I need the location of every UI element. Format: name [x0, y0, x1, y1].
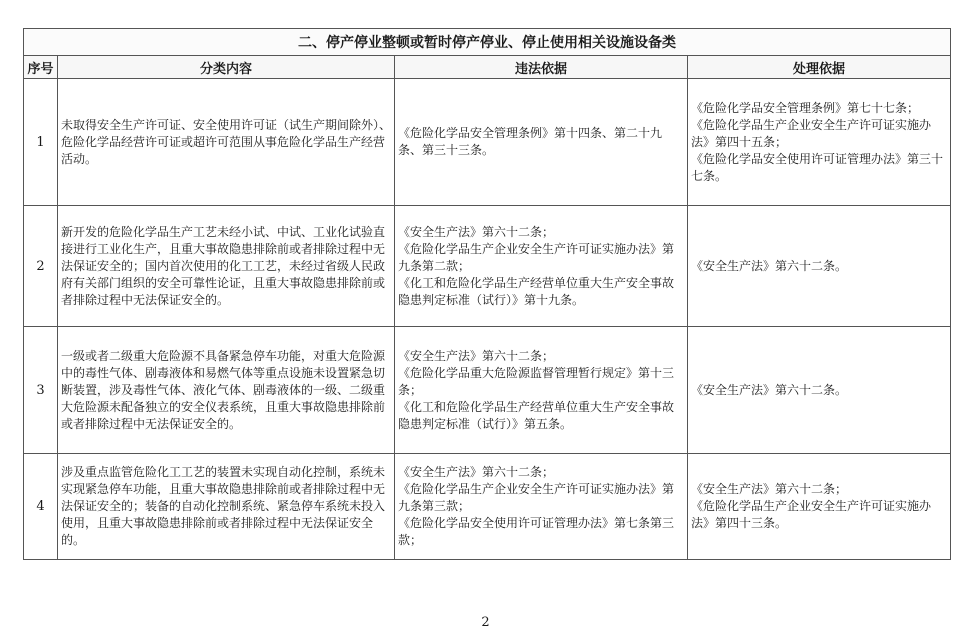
basis-line: 《安全生产法》第六十二条；: [398, 465, 555, 479]
table-row: [24, 327, 951, 454]
table-row: [24, 454, 951, 560]
basis-line: 《危险化学品生产企业安全生产许可证实施办法》第九条第三款；: [398, 482, 675, 513]
basis-line: 《危险化学品生产企业安全生产许可证实施办法》第九条第二款；: [398, 241, 675, 273]
table-row: [24, 206, 951, 327]
handling-line: 《危险化学品安全使用许可证管理办法》第三十七条。: [691, 151, 944, 183]
row-number: 2: [24, 206, 58, 327]
table-row: [24, 79, 951, 206]
category-content: 涉及重点监管危险化工工艺的装置未实现自动化控制，系统未实现紧急停车功能，且重大事故隐患排除前或者排除过程中无法保证安全的；装备的自动化控制系统、紧急停车系统未投入使用，且重大事故隐患排除前或者排除过程中无法保证安全的。: [58, 454, 395, 560]
handling-basis: [688, 206, 951, 327]
basis-line: 《危险化学品安全管理条例》第十四条、第二十九条、第三十三条。: [398, 126, 663, 157]
basis-line: 《安全生产法》第六十二条；: [398, 224, 555, 239]
handling-basis: [688, 79, 951, 206]
handling-line: 《安全生产法》第六十二条。: [691, 258, 848, 273]
header-handling-basis: 处理依据: [688, 56, 951, 79]
basis-line: 《化工和危险化学品生产经营单位重大生产安全事故隐患判定标准（试行）》第五条。: [398, 399, 675, 431]
handling-basis: [688, 327, 951, 454]
row-number: 4: [24, 454, 58, 560]
violation-basis: [395, 454, 688, 560]
violation-basis: [395, 79, 688, 206]
row-number: 1: [24, 79, 58, 206]
handling-line: 《危险化学品生产企业安全生产许可证实施办法》第四十五条；: [691, 117, 932, 149]
basis-line: 《化工和危险化学品生产经营单位重大生产安全事故隐患判定标准（试行）》第十九条。: [398, 275, 675, 307]
category-content: 未取得安全生产许可证、安全使用许可证（试生产期间除外）、危险化学品经营许可证或超许可范围从事危险化学品生产经营活动。: [58, 79, 395, 206]
header-violation-basis: 违法依据: [395, 56, 688, 79]
handling-line: 《安全生产法》第六十二条；: [691, 482, 848, 496]
page-number: 2: [481, 615, 490, 630]
header-index: 序号: [24, 56, 58, 79]
regulation-table: [23, 28, 951, 560]
header-category: 分类内容: [58, 56, 395, 79]
table-title: 二、停产停业整顿或暂时停产停业、停止使用相关设施设备类: [24, 29, 951, 56]
category-content: 新开发的危险化学品生产工艺未经小试、中试、工业化试验直接进行工业化生产，且重大事故隐患排除前或者排除过程中无法保证安全的；国内首次使用的化工工艺，未经过省级人民政府有关部门组织的安全可靠性论证，且重大事故隐患排除前或者排除过程中无法保证安全的。: [58, 206, 395, 327]
category-content: 一级或者二级重大危险源不具备紧急停车功能，对重大危险源中的毒性气体、剧毒液体和易燃气体等重点设施未设置紧急切断装置，涉及毒性气体、液化气体、剧毒液体的一级、二级重大危险源未配备独立的安全仪表系统，且重大事故隐患排除前或者排除过程中无法保证安全的。: [58, 327, 395, 454]
violation-basis: [395, 206, 688, 327]
handling-line: 《安全生产法》第六十二条。: [691, 382, 848, 397]
violation-basis: [395, 327, 688, 454]
basis-line: 《危险化学品重大危险源监督管理暂行规定》第十三条；: [398, 365, 675, 397]
handling-line: 《危险化学品生产企业安全生产许可证实施办法》第四十三条。: [691, 499, 932, 530]
basis-line: 《危险化学品安全使用许可证管理办法》第七条第三款；: [398, 516, 675, 547]
handling-line: 《危险化学品安全管理条例》第七十七条；: [691, 100, 920, 115]
basis-line: 《安全生产法》第六十二条；: [398, 348, 555, 363]
row-number: 3: [24, 327, 58, 454]
regulation-table-page: [23, 28, 950, 560]
handling-basis: [688, 454, 951, 560]
